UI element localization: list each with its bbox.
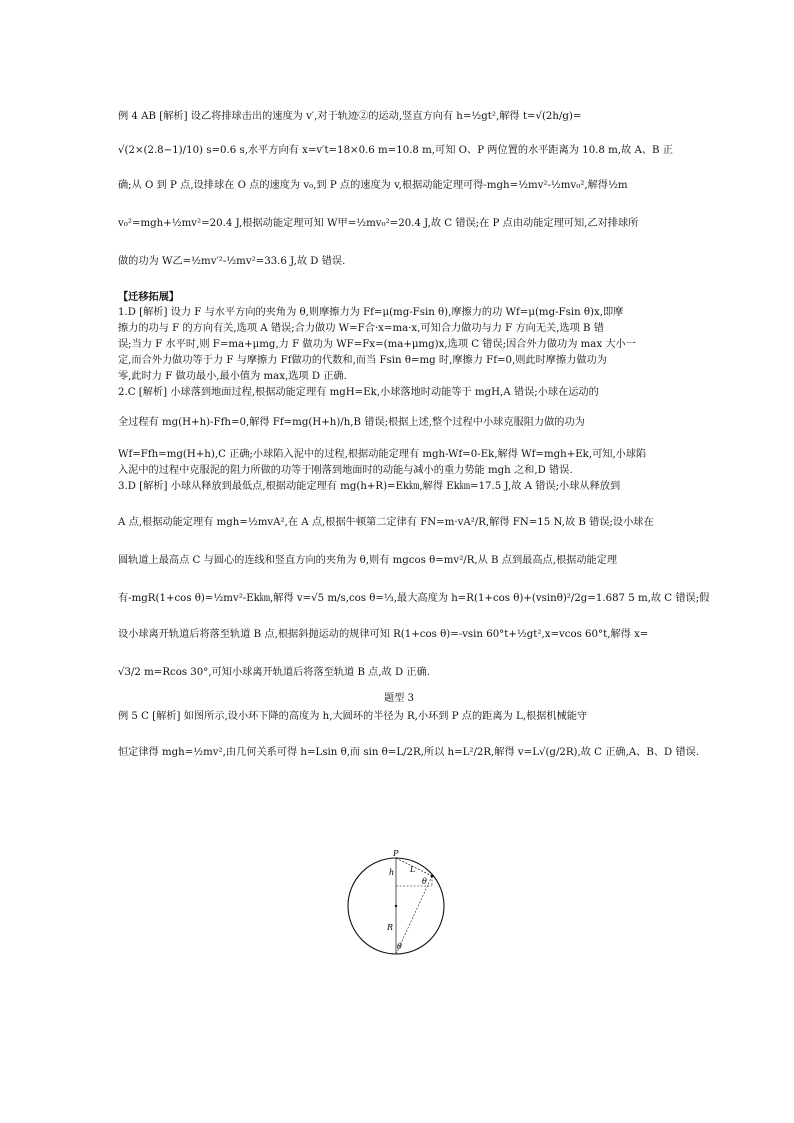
example-4-line-5: 做的功为 W乙=½mv′²-½mv²=33.6 J,故 D 错误.	[118, 256, 346, 267]
label-h: h	[389, 868, 395, 877]
answer-2-line-1: 2.C [解析] 小球落到地面过程,根据动能定理有 mgH=Ek,小球落地时动能等于 mgH,A 错误;小球在运动的	[118, 387, 599, 398]
answer-1-line-3: 误;当力 F 水平时,则 F=ma+μmg,力 F 做功为 WF=Fx=(ma+μmg)x,选项 C 错误;因合外力做功为 max 大小一	[118, 339, 636, 350]
answer-1-line-4: 定,而合外力做功等于力 F 与摩擦力 Ff做功的代数和,而当 Fsin θ=mg 时,摩擦力 Ff=0,则此时摩擦力做功为	[118, 355, 607, 366]
example-4-line-3: 确;从 O 到 P 点,设排球在 O 点的速度为 v₀,到 P 点的速度为 v,根据动能定理可得-mgh=½mv²-½mv₀²,解得½m	[118, 180, 628, 191]
label-theta-bottom: θ	[397, 942, 402, 951]
label-L: L	[410, 865, 416, 874]
section-heading-type-3: 题型 3	[383, 693, 415, 704]
label-theta-top: θ	[422, 877, 427, 886]
answer-1-line-1: 1.D [解析] 设力 F 与水平方向的夹角为 θ,则摩擦力为 Ff=μ(mg-Fsin θ),摩擦力的功 Wf=μ(mg-Fsin θ)x,即摩	[118, 307, 624, 318]
section-heading-transfer: 【迁移拓展】	[118, 291, 180, 303]
answer-3-line-4: 有-mgR(1+cos θ)=½mv²-Ek㎞,解得 v=√5 m/s,cos θ=⅓,最大高度为 h=R(1+cos θ)+(vsinθ)²/2g=1.687 5 m,故 C 错误;假	[118, 593, 710, 604]
example-4-line-4: v₀²=mgh+½mv²=20.4 J,根据动能定理可知 W甲=½mv₀²=20.4 J,故 C 错误;在 P 点由动能定理可知,乙对排球所	[118, 218, 639, 229]
label-R: R	[387, 923, 394, 932]
ring-diagram	[346, 848, 446, 960]
example-5-line-2: 恒定律得 mgh=½mv²,由几何关系可得 h=Lsin θ,而 sin θ=L/2R,所以 h=L²/2R,解得 v=L√(g/2R),故 C 正确,A、B、D 错误.	[118, 747, 700, 758]
answer-1-line-5: 零,此时力 F 做功最小,最小值为 max,选项 D 正确.	[118, 371, 347, 382]
answer-2-line-2: 全过程有 mg(H+h)-Ffh=0,解得 Ff=mg(H+h)/h,B 错误;根据上述,整个过程中小球克服阻力做的功为	[118, 417, 585, 428]
answer-1-line-2: 擦力的功与 F 的方向有关,选项 A 错误;合力做功 W=F合·x=ma·x,可知合力做功与力 F 方向无关,选项 B 错	[118, 323, 604, 334]
label-P: P	[393, 849, 399, 858]
answer-3-line-6: √3/2 m=Rcos 30°,可知小球离开轨道后将落至轨道 B 点,故 D 正确.	[118, 667, 431, 678]
answer-3-line-3: 圆轨道上最高点 C 与圆心的连线和竖直方向的夹角为 θ,则有 mgcos θ=mv²/R,从 B 点到最高点,根据动能定理	[118, 555, 618, 566]
answer-3-line-2: A 点,根据动能定理有 mgh=½mvA²,在 A 点,根据牛顿第二定律有 FN=m·vA²/R,解得 FN=15 N,故 B 错误;设小球在	[118, 517, 654, 528]
answer-2-line-3: Wf=Ffh=mg(H+h),C 正确;小球陷入泥中的过程,根据动能定理有 mgh-Wf=0-Ek,解得 Wf=mgh+Ek,可知,小球陷	[118, 449, 647, 460]
example-4-line-2: √(2×(2.8−1)/10) s=0.6 s,水平方向有 x=v′t=18×0.6 m=10.8 m,可知 O、P 两位置的水平距离为 10.8 m,故 A、B 正	[118, 145, 673, 156]
answer-3-line-1: 3.D [解析] 小球从释放到最低点,根据动能定理有 mg(h+R)=Ek㎞,解得 Ek㎞=17.5 J,故 A 错误;小球从释放到	[118, 481, 621, 492]
example-5-line-1: 例 5 C [解析] 如图所示,设小环下降的高度为 h,大圆环的半径为 R,小环到 P 点的距离为 L,根据机械能守	[118, 711, 588, 722]
answer-3-line-5: 设小球离开轨道后将落至轨道 B 点,根据斜抛运动的规律可知 R(1+cos θ)=-vsin 60°t+½gt²,x=vcos 60°t,解得 x=	[118, 629, 649, 640]
example-4-line-1: 例 4 AB [解析] 设乙将排球击出的速度为 v′,对于轨迹②的运动,竖直方向有 h=½gt²,解得 t=√(2h/g)=	[118, 111, 582, 122]
center-dot	[395, 905, 397, 907]
answer-2-line-4: 入泥中的过程中克服泥的阻力所做的功等于刚落到地面时的动能与减小的重力势能 mgh 之和,D 错误.	[118, 465, 573, 476]
small-ring	[431, 875, 434, 878]
